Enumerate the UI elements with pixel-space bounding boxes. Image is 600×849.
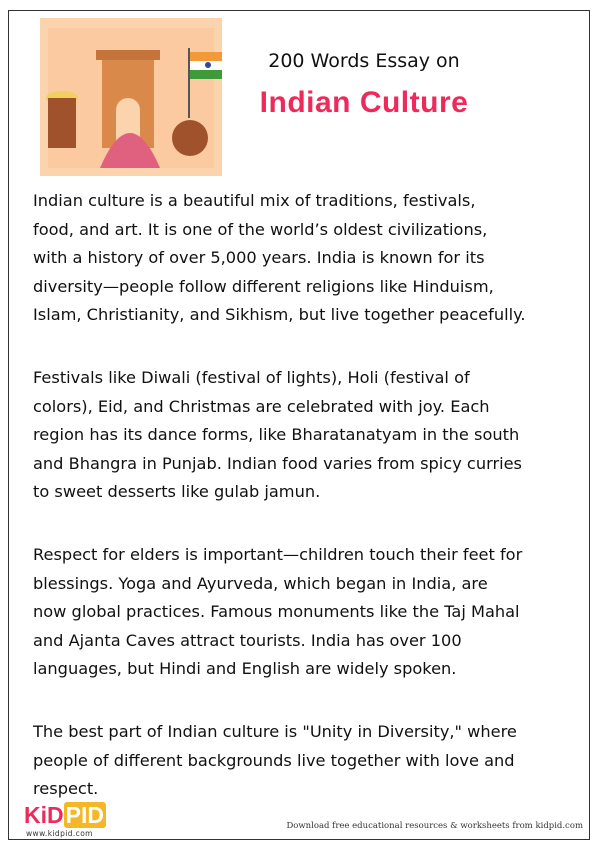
text-line: region has its dance forms, like Bharatanatyam in the south	[33, 425, 520, 445]
text-line: languages, but Hindi and English are widely spoken.	[33, 659, 457, 679]
text-line: to sweet desserts like gulab jamun.	[33, 482, 321, 502]
indian-culture-illustration	[40, 18, 222, 176]
logo-pid: PID	[65, 802, 104, 828]
paragraph-2	[33, 364, 593, 507]
logo-url: www.kidpid.com	[26, 829, 93, 838]
text-line: colors), Eid, and Christmas are celebrated with joy. Each	[33, 396, 490, 416]
paragraph-1	[33, 187, 593, 330]
paragraph-4	[33, 718, 593, 804]
text-line: Islam, Christianity, and Sikhism, but live together peacefully.	[33, 305, 526, 325]
text-line: now global practices. Famous monuments like the Taj Mahal	[33, 602, 520, 622]
paragraph-3	[33, 541, 593, 684]
text-line: and Ajanta Caves attract tourists. India has over 100	[33, 630, 462, 650]
kidpid-logo	[24, 802, 106, 828]
text-line: and Bhangra in Punjab. Indian food varies from spicy curries	[33, 453, 522, 473]
text-line: diversity—people follow different religions like Hinduism,	[33, 276, 494, 296]
text-line: Indian culture is a beautiful mix of traditions, festivals,	[33, 191, 476, 210]
text-line: Respect for elders is important—children touch their feet for	[33, 544, 523, 564]
text-line: The best part of Indian culture is "Unity in Diversity," where	[33, 721, 517, 741]
essay-title: Indian Culture	[259, 86, 469, 119]
text-line: respect.	[33, 779, 99, 799]
text-line: people of different backgrounds live together with love and	[33, 750, 515, 770]
text-line: Festivals like Diwali (festival of lights), Holi (festival of	[33, 367, 470, 387]
essay-body	[33, 187, 593, 838]
footer-note: Download free educational resources & worksheets from kidpid.com	[286, 821, 583, 831]
text-line: food, and art. It is one of the world’s oldest civilizations,	[33, 219, 488, 239]
essay-subtitle: 200 Words Essay on	[268, 50, 460, 72]
logo-kid: KiD	[24, 802, 64, 828]
text-line: with a history of over 5,000 years. India is known for its	[33, 248, 485, 268]
text-line: blessings. Yoga and Ayurveda, which began in India, are	[33, 573, 488, 593]
